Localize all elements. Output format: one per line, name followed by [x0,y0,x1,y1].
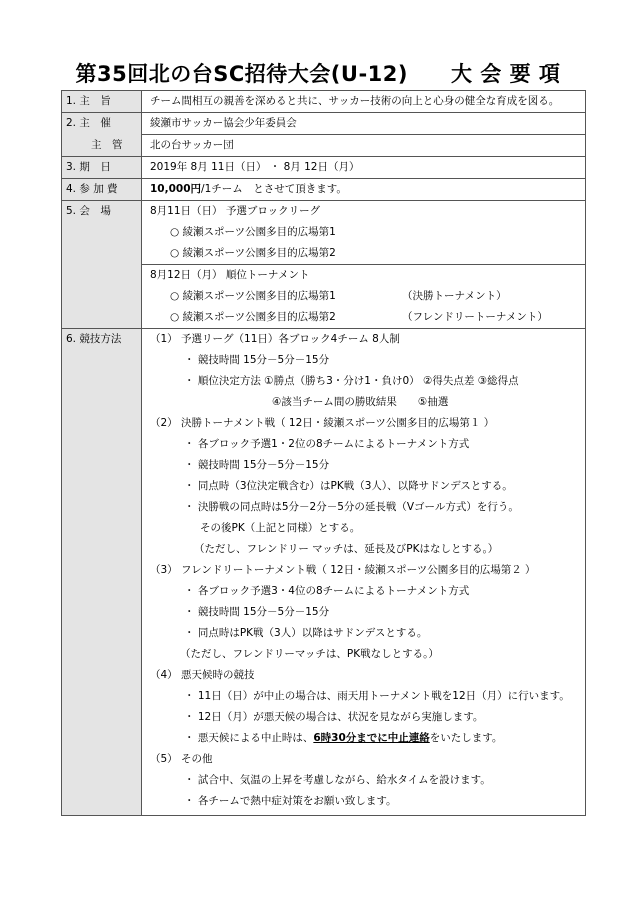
document-title: 第35回北の台SC招待大会(U-12) 大 会 要 項 [75,62,561,86]
organizer-text: 綾瀬市サッカー協会少年委員会 [150,117,297,129]
venue-day2-item: ○ 綾瀬スポーツ公園多目的広場第2 （フレンドリートーナメント） [142,307,585,328]
method-continuation: ④該当チーム間の勝敗結果 ⑤抽選 [272,396,449,408]
fee-amount: 10,000円 [150,183,202,195]
row-purpose [62,91,586,113]
label-method: 6. 競技方法 [62,329,142,816]
method-item: ・ 11日（日）が中止の場合は、雨天用トーナメント戦を12日（月）に行います。 [184,690,570,702]
method-section-5: （5） その他 [150,753,213,765]
venue-day2-note: （決勝トーナメント） [402,290,507,302]
label-fee: 4. 参 加 費 [62,179,142,201]
method-section-2: （2） 決勝トーナメント戦（ 12日・綾瀬スポーツ公園多目的広場第１ ） [150,417,495,429]
method-item: ・ 12日（月）が悪天候の場合は、状況を見ながら実施します。 [184,711,484,723]
row-venue-day2 [62,265,586,329]
method-item: ・ 各チームで熱中症対策をお願い致します。 [184,795,397,807]
row-manager [62,135,586,157]
cancel-deadline: 6時30分までに中止連絡 [313,732,430,744]
method-section-4: （4） 悪天候時の競技 [150,669,255,681]
label-period: 3. 期 日 [62,157,142,179]
method-item: ・ 競技時間 15分－5分－15分 [184,354,330,366]
method-item: ・ 同点時はPK戦（3人）以降はサドンデスとする。 [184,627,428,639]
method-section-1: （1） 予選リーグ（11日）各ブロック4チーム 8人制 [150,333,400,345]
method-item: ・ 各ブロック予選1・2位の8チームによるトーナメント方式 [184,438,470,450]
row-organizer [62,113,586,135]
venue-day2-heading: 8月12日（月） 順位トーナメント [150,269,310,281]
outline-table [61,90,586,816]
method-item: ・ 悪天候による中止時は、6時30分までに中止連絡をいたします。 [184,732,503,744]
row-period [62,157,586,179]
method-item: ・ 試合中、気温の上昇を考慮しながら、給水タイムを設けます。 [184,774,491,786]
venue-day2-item: ○ 綾瀬スポーツ公園多目的広場第1 （決勝トーナメント） [142,286,585,307]
manager-text: 北の台サッカー団 [150,139,234,151]
label-organizer: 2. 主 催 [62,113,142,135]
method-item: ・ 決勝戦の同点時は5分－2分－5分の延長戦（Vゴール方式）を行う。 [184,501,519,513]
label-manager: 主 管 [62,135,142,157]
venue-day1-heading: 8月11日（日） 予選ブロックリーグ [150,205,321,217]
method-item: ・ 競技時間 15分－5分－15分 [184,606,330,618]
venue-day1-item: ○ 綾瀬スポーツ公園多目的広場第2 [170,247,336,259]
method-item: ・ 順位決定方法 ①勝点（勝ち3・分け1・負け0） ②得失点差 ③総得点 [184,375,519,387]
method-note: （ただし、フレンドリー マッチは、延長及びPKはなしとする。） [194,543,499,555]
method-note: （ただし、フレンドリーマッチは、PK戦なしとする。） [180,648,439,660]
row-venue-day1 [62,201,586,265]
fee-text [142,179,585,200]
period-text: 2019年 8月 11日（日） ・ 8月 12日（月） [150,161,360,173]
fee-rest: /1チーム とさせて頂きます。 [201,183,347,195]
method-section-3: （3） フレンドリートーナメント戦（ 12日・綾瀬スポーツ公園多目的広場第２ ） [150,564,536,576]
row-method [62,329,586,816]
label-venue: 5. 会 場 [62,201,142,265]
label-purpose: 1. 主 旨 [62,91,142,113]
row-fee [62,179,586,201]
method-item: ・ 各ブロック予選3・4位の8チームによるトーナメント方式 [184,585,470,597]
venue-day2-note: （フレンドリートーナメント） [402,311,548,323]
method-item: ・ 競技時間 15分－5分－15分 [184,459,330,471]
method-item: ・ 同点時（3位決定戦含む）はPK戦（3人）、以降サドンデスとする。 [184,480,513,492]
method-continuation: その後PK（上記と同様）とする。 [200,522,361,534]
purpose-text: チーム間相互の親善を深めると共に、サッカー技術の向上と心身の健全な育成を図る。 [150,95,560,107]
venue-day1-item: ○ 綾瀬スポーツ公園多目的広場第1 [170,226,336,238]
